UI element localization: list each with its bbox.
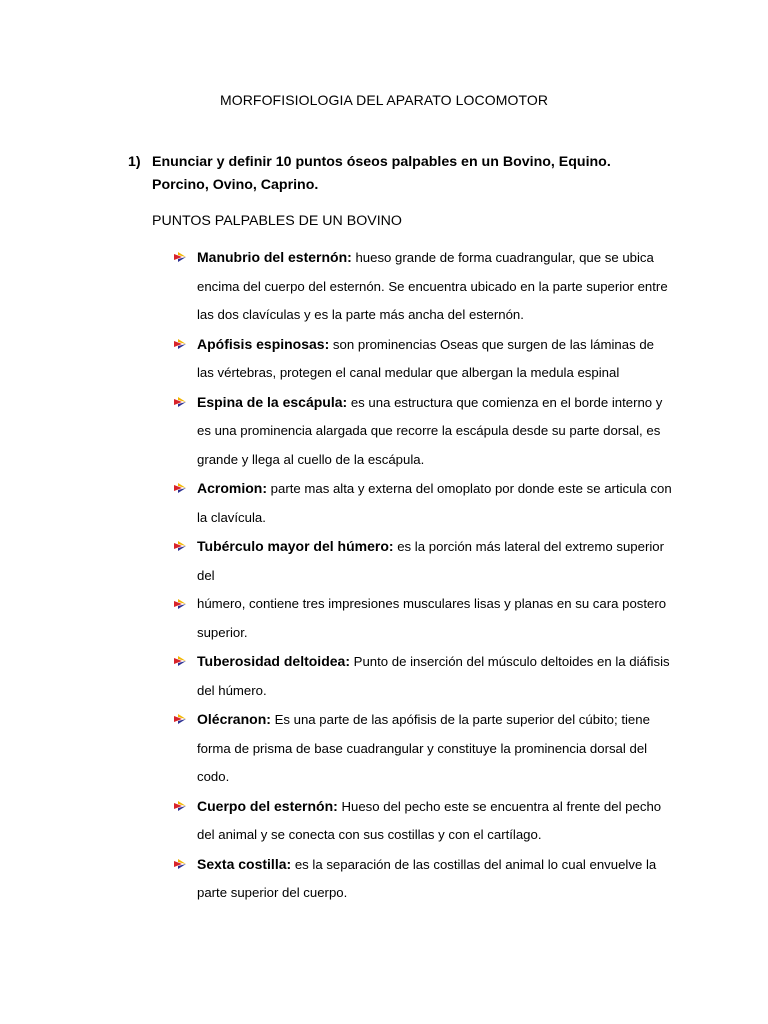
list-item <box>172 705 672 792</box>
list-item <box>172 850 672 908</box>
list-item-term: Olécranon: <box>197 711 271 727</box>
arrow-bullet-icon <box>174 483 186 493</box>
document-title: MORFOFISIOLOGIA DEL APARATO LOCOMOTOR <box>219 92 549 108</box>
list-item-term: Apófisis espinosas: <box>197 335 330 352</box>
arrow-bullet-icon <box>174 599 186 609</box>
list-item <box>172 647 672 705</box>
list-item <box>172 474 672 532</box>
list-item <box>172 792 672 850</box>
arrow-bullet-icon <box>174 714 186 724</box>
list-item-description: es la separación de las costillas del animal lo cual envuelve la parte superior del cuerpo. <box>197 856 657 900</box>
question-number: 1) <box>128 154 141 170</box>
section-heading: PUNTOS PALPABLES DE UN BOVINO <box>152 213 402 229</box>
palpable-points-list <box>172 243 672 908</box>
list-item-term: Manubrio del esternón: <box>197 249 352 265</box>
list-item-term: Acromion: <box>197 480 267 496</box>
list-item <box>172 243 672 330</box>
arrow-bullet-icon <box>174 801 186 811</box>
question-text: Enunciar y definir 10 puntos óseos palpables en un Bovino, Equino. Porcino, Ovino, Caprino. <box>152 154 611 193</box>
list-item-term: Tubérculo mayor del húmero: <box>197 538 394 554</box>
list-item-description: húmero, contiene tres impresiones musculares lisas y planas en su cara postero superior. <box>197 596 667 640</box>
list-item-term: Espina de la escápula: <box>197 393 348 410</box>
arrow-bullet-icon <box>174 397 186 407</box>
list-item-term: Sexta costilla: <box>197 855 292 872</box>
arrow-bullet-icon <box>174 859 186 869</box>
list-item-term: Tuberosidad deltoidea: <box>197 653 350 669</box>
list-item <box>172 330 672 388</box>
list-item-term: Cuerpo del esternón: <box>197 797 338 814</box>
list-item-description: Hueso del pecho este se encuentra al frente del pecho del animal y se conecta con sus costillas y con el cartílago. <box>197 798 662 842</box>
arrow-bullet-icon <box>174 541 186 551</box>
list-item <box>172 388 672 475</box>
list-item-description: Punto de inserción del músculo deltoides en la diáfisis del húmero. <box>197 654 670 698</box>
arrow-bullet-icon <box>174 339 186 349</box>
list-item-description: es una estructura que comienza en el borde interno y es una prominencia alargada que recorre la escápula desde su parte dorsal, es grande y llega al cuello de la escápula. <box>197 394 663 467</box>
list-item-description: Es una parte de las apófisis de la parte superior del cúbito; tiene forma de prisma de base cuadrangular y constituye la prominencia dorsal del codo. <box>197 712 650 784</box>
arrow-bullet-icon <box>174 656 186 666</box>
list-item <box>172 590 672 647</box>
list-item-description: es la porción más lateral del extremo superior del <box>197 539 665 583</box>
arrow-bullet-icon <box>174 252 186 262</box>
list-item <box>172 532 672 590</box>
list-item-description: parte mas alta y externa del omoplato por donde este se articula con la clavícula. <box>197 481 672 525</box>
list-item-description: hueso grande de forma cuadrangular, que se ubica encima del cuerpo del esternón. Se encuentra ubicado en la parte superior entre las dos clavículas y es la parte más ancha del esternón. <box>197 250 668 322</box>
list-item-description: son prominencias Oseas que surgen de las láminas de las vértebras, protegen el canal medular que albergan la medula espinal <box>197 336 655 380</box>
